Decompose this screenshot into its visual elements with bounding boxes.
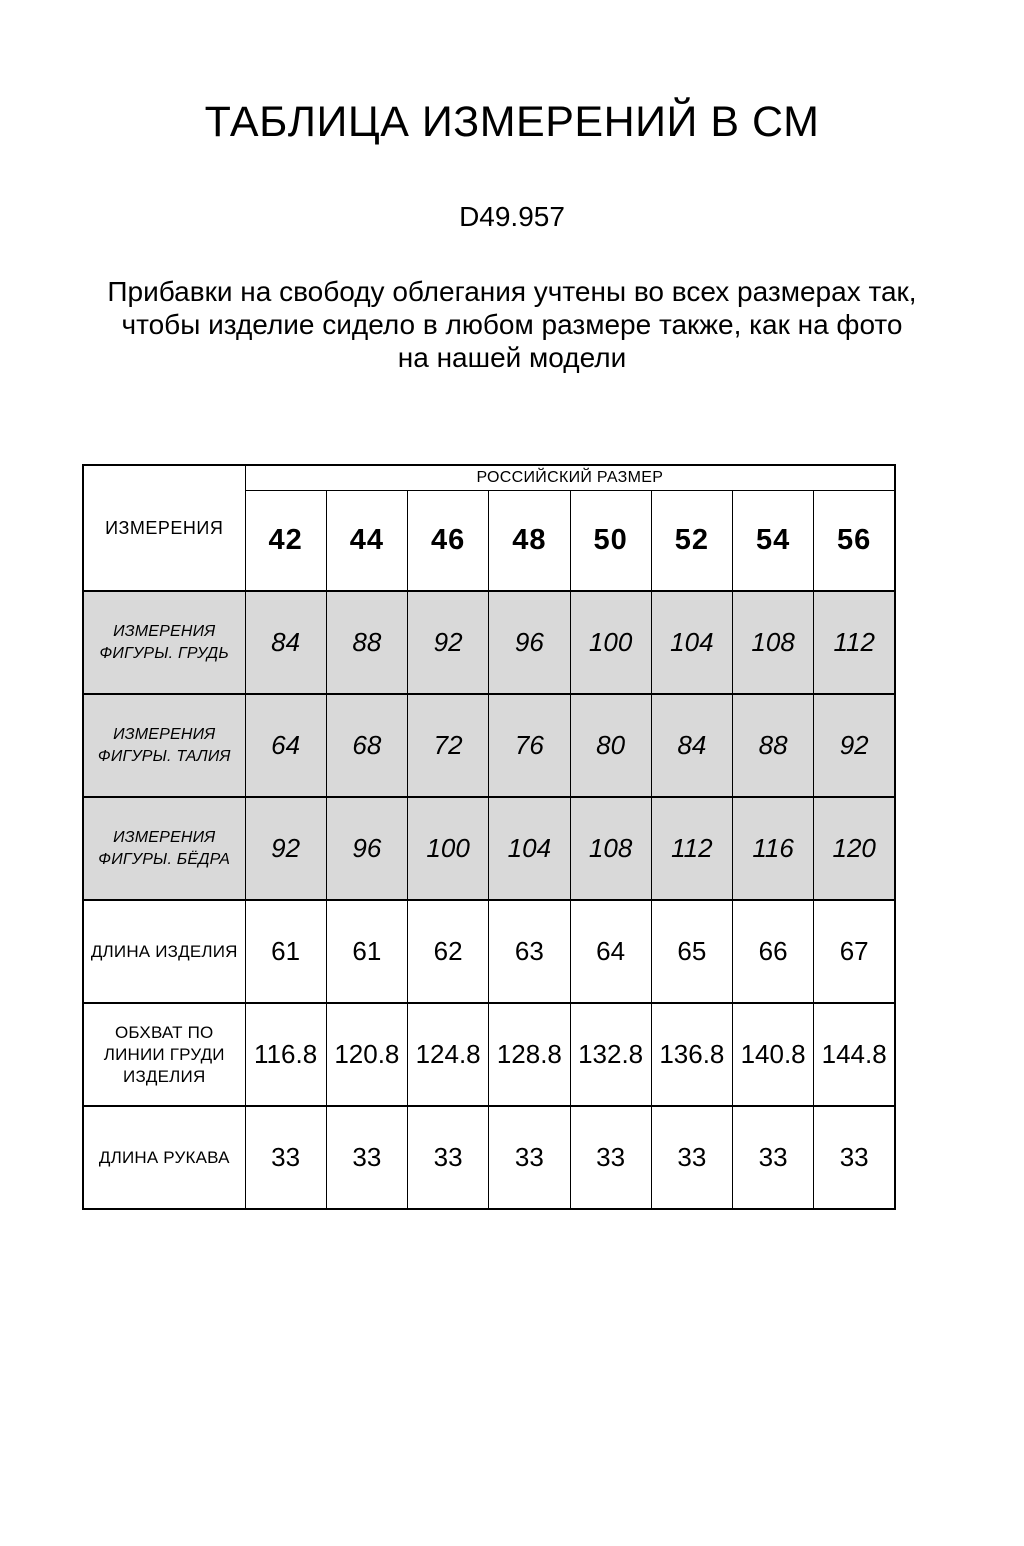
row-label-line: ОБХВАТ ПО: [115, 1022, 214, 1042]
value-cell: 64: [570, 900, 651, 1003]
table-head: [83, 465, 895, 591]
value-cell: 132.8: [570, 1003, 651, 1106]
row-label-line: ДЛИНА РУКАВА: [98, 1147, 230, 1167]
value-cell: 33: [570, 1106, 651, 1209]
value-cell: 76: [489, 694, 570, 797]
table-row: [83, 1106, 895, 1209]
measurements-table: [82, 464, 896, 1210]
value-cell: 64: [245, 694, 326, 797]
value-cell: 96: [489, 591, 570, 694]
value-cell: 100: [408, 797, 489, 900]
value-cell: 84: [245, 591, 326, 694]
value-cell: 128.8: [489, 1003, 570, 1106]
row-label-line: ДЛИНА ИЗДЕЛИЯ: [90, 941, 238, 961]
row-label: [83, 1003, 245, 1106]
row-label-line: ИЗМЕРЕНИЯ: [113, 622, 216, 640]
value-cell: 68: [326, 694, 407, 797]
row-label: [83, 591, 245, 694]
page-title: ТАБЛИЦА ИЗМЕРЕНИЙ В СМ: [204, 98, 820, 146]
row-label-line: ФИГУРЫ. БЁДРА: [98, 850, 231, 868]
value-cell: 88: [326, 591, 407, 694]
row-label-line: ИЗМЕРЕНИЯ: [113, 828, 216, 846]
row-label-line: ЛИНИИ ГРУДИ: [103, 1044, 225, 1064]
table-row: [83, 900, 895, 1003]
size-region-header: РОССИЙСКИЙ РАЗМЕР: [245, 465, 895, 490]
value-cell: 104: [651, 591, 732, 694]
row-label: [83, 1106, 245, 1209]
size-col-46: 46: [408, 490, 489, 591]
fit-note: [0, 275, 1024, 374]
value-cell: 33: [651, 1106, 732, 1209]
value-cell: 96: [326, 797, 407, 900]
size-col-54: 54: [733, 490, 814, 591]
row-label-line: ИЗДЕЛИЯ: [123, 1066, 206, 1086]
value-cell: 108: [733, 591, 814, 694]
value-cell: 136.8: [651, 1003, 732, 1106]
row-label-line: ИЗМЕРЕНИЯ: [113, 725, 216, 743]
value-cell: 65: [651, 900, 732, 1003]
article-code: D49.957: [459, 201, 565, 232]
size-col-44: 44: [326, 490, 407, 591]
fit-note-line: на нашей модели: [397, 342, 627, 373]
value-cell: 72: [408, 694, 489, 797]
value-cell: 120: [814, 797, 895, 900]
measurements-body: [83, 591, 895, 1209]
value-cell: 61: [245, 900, 326, 1003]
value-cell: 104: [489, 797, 570, 900]
value-cell: 92: [814, 694, 895, 797]
value-cell: 62: [408, 900, 489, 1003]
value-cell: 80: [570, 694, 651, 797]
size-col-42: 42: [245, 490, 326, 591]
row-label: [83, 900, 245, 1003]
value-cell: 124.8: [408, 1003, 489, 1106]
value-cell: 33: [733, 1106, 814, 1209]
table-row: [83, 1003, 895, 1106]
table-row: [83, 797, 895, 900]
value-cell: 66: [733, 900, 814, 1003]
fit-note-line: чтобы изделие сидело в любом размере также, как на фото: [121, 309, 903, 340]
value-cell: 33: [489, 1106, 570, 1209]
value-cell: 116: [733, 797, 814, 900]
table-row: [83, 591, 895, 694]
value-cell: 108: [570, 797, 651, 900]
size-chart-page: [0, 98, 1024, 1546]
value-cell: 33: [326, 1106, 407, 1209]
size-col-48: 48: [489, 490, 570, 591]
size-region-row: [83, 465, 895, 490]
value-cell: 63: [489, 900, 570, 1003]
value-cell: 112: [814, 591, 895, 694]
value-cell: 100: [570, 591, 651, 694]
value-cell: 120.8: [326, 1003, 407, 1106]
value-cell: 67: [814, 900, 895, 1003]
row-label: [83, 694, 245, 797]
row-label-line: ФИГУРЫ. ГРУДЬ: [99, 644, 229, 662]
value-cell: 92: [408, 591, 489, 694]
value-cell: 92: [245, 797, 326, 900]
value-cell: 33: [814, 1106, 895, 1209]
value-cell: 112: [651, 797, 732, 900]
table-row: [83, 694, 895, 797]
value-cell: 33: [408, 1106, 489, 1209]
value-cell: 61: [326, 900, 407, 1003]
fit-note-line: Прибавки на свободу облегания учтены во всех размерах так,: [107, 276, 917, 307]
value-cell: 144.8: [814, 1003, 895, 1106]
corner-label: ИЗМЕРЕНИЯ: [83, 465, 245, 591]
row-label-line: ФИГУРЫ. ТАЛИЯ: [97, 747, 231, 765]
value-cell: 33: [245, 1106, 326, 1209]
value-cell: 116.8: [245, 1003, 326, 1106]
size-col-50: 50: [570, 490, 651, 591]
value-cell: 84: [651, 694, 732, 797]
value-cell: 140.8: [733, 1003, 814, 1106]
size-col-56: 56: [814, 490, 895, 591]
size-col-52: 52: [651, 490, 732, 591]
value-cell: 88: [733, 694, 814, 797]
row-label: [83, 797, 245, 900]
